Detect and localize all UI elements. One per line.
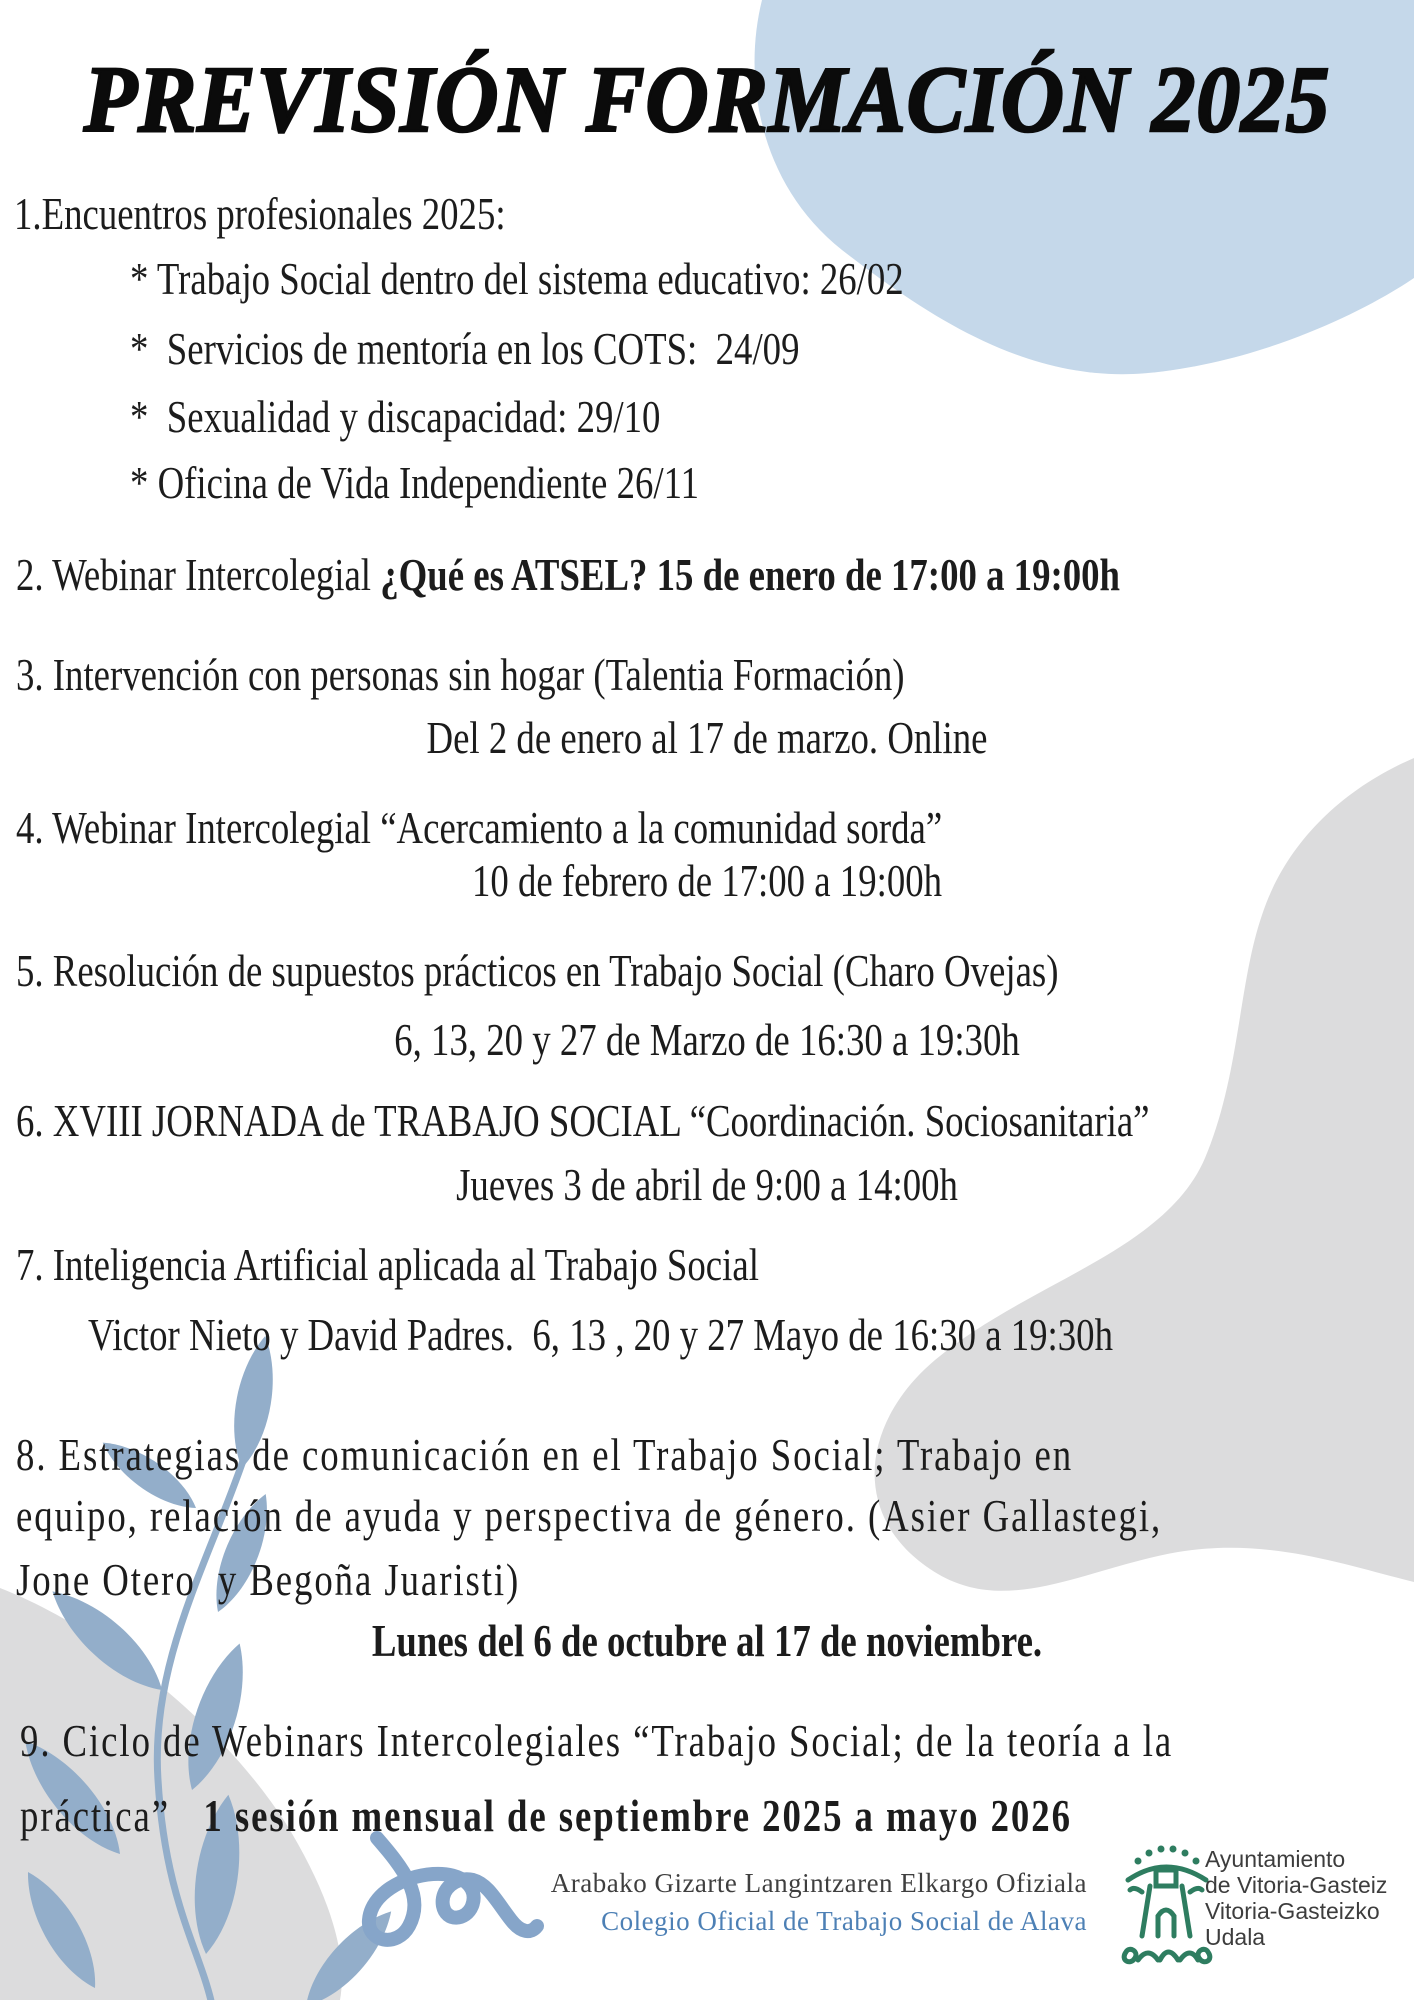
item-8-text: equipo, relación de ayuda y perspectiva de género. (Asier Gallastegi, (16, 1490, 1163, 1541)
item-2-text: 2. Webinar Intercolegial (16, 549, 381, 600)
item-8-line-1 (16, 1429, 1073, 1482)
item-7 (16, 1239, 759, 1292)
item-3-date (141, 712, 1272, 765)
item-1-bullet-3 (130, 391, 660, 444)
item-5-text: 5. Resolución de supuestos prácticos en Trabajo Social (Charo Ovejas) (16, 945, 1059, 996)
ayuntamiento-line-2: de Vitoria-Gasteiz (1205, 1872, 1388, 1898)
item-4-date (141, 855, 1272, 908)
item-7-date-text: Victor Nieto y David Padres. 6, 13 , 20 y 27 Mayo de 16:30 a 19:30h (88, 1309, 1113, 1360)
item-5-date-text: 6, 13, 20 y 27 de Marzo de 16:30 a 19:30h (394, 1014, 1020, 1065)
emblem-head (1156, 1870, 1176, 1886)
item-1 (14, 188, 506, 241)
bullet-text: * Oficina de Vida Independiente 26/11 (130, 457, 700, 508)
bullet-text: * Sexualidad y discapacidad: 29/10 (130, 391, 661, 442)
item-8-text: 8. Estrategias de comunicación en el Trabajo Social; Trabajo en (16, 1429, 1074, 1480)
emblem-arch (1158, 1910, 1174, 1936)
emblem-horns (1130, 1888, 1202, 1892)
item-2 (16, 549, 1120, 602)
item-9-bold-text: 1 sesión mensual de septiembre 2025 a mayo 2026 (203, 1790, 1072, 1841)
colegio-logo-icon (369, 1838, 537, 1940)
item-6 (16, 1095, 1150, 1148)
item-2-bold-text: ¿Qué es ATSEL? 15 de enero de 17:00 a 19:00h (380, 549, 1120, 600)
colegio-name-spanish: Colegio Oficial de Trabajo Social de Alava (601, 1906, 1087, 1936)
item-5-date (141, 1014, 1272, 1067)
item-3-text: 3. Intervención con personas sin hogar (Talentia Formación) (16, 649, 905, 700)
item-9-line-2 (20, 1790, 1072, 1843)
item-1-bullet-4 (130, 457, 699, 510)
ayuntamiento-label (1205, 1846, 1387, 1950)
emblem-waves (1124, 1949, 1210, 1961)
item-9-line-1 (20, 1715, 1173, 1768)
item-7-date (88, 1309, 1113, 1362)
item-1-text: 1.Encuentros profesionales 2025: (14, 188, 506, 239)
item-6-text: 6. XVIII JORNADA de TRABAJO SOCIAL “Coordinación. Sociosanitaria” (16, 1095, 1150, 1146)
item-4-date-text: 10 de febrero de 17:00 a 19:00h (471, 855, 943, 906)
item-9-text: práctica” (20, 1790, 204, 1841)
emblem-dots (1135, 1846, 1200, 1865)
item-8-text: Jone Otero y Begoña Juaristi) (16, 1554, 521, 1605)
item-5 (16, 945, 1058, 998)
bullet-text: * Trabajo Social dentro del sistema educativo: 26/02 (130, 253, 904, 304)
item-3 (16, 649, 905, 702)
ayuntamiento-line-1: Ayuntamiento (1205, 1846, 1346, 1872)
ayuntamiento-logo-icon (1124, 1846, 1210, 1962)
item-6-date (141, 1159, 1272, 1212)
colegio-name-basque: Arabako Gizarte Langintzaren Elkargo Ofiziala (550, 1868, 1087, 1898)
item-3-date-text: Del 2 de enero al 17 de marzo. Online (426, 712, 988, 763)
page-title: PREVISIÓN FORMACIÓN 2025 (83, 48, 1331, 152)
ayuntamiento-line-4: Udala (1205, 1924, 1266, 1950)
ayuntamiento-line-3: Vitoria-Gasteizko (1205, 1898, 1380, 1924)
item-1-bullet-2 (130, 323, 799, 376)
item-8-line-3 (16, 1554, 520, 1607)
item-7-text: 7. Inteligencia Artificial aplicada al Trabajo Social (16, 1239, 759, 1290)
item-4-text: 4. Webinar Intercolegial “Acercamiento a la comunidad sorda” (16, 802, 943, 853)
item-9-text: 9. Ciclo de Webinars Intercolegiales “Trabajo Social; de la teoría a la (20, 1715, 1174, 1766)
item-8-date-text: Lunes del 6 de octubre al 17 de noviembre. (371, 1615, 1043, 1666)
item-6-date-text: Jueves 3 de abril de 9:00 a 14:00h (456, 1159, 958, 1210)
item-8-date (141, 1615, 1272, 1668)
item-8-line-2 (16, 1490, 1162, 1543)
bullet-text: * Servicios de mentoría en los COTS: 24/09 (130, 323, 800, 374)
item-4 (16, 802, 942, 855)
item-1-bullet-1 (130, 253, 904, 306)
